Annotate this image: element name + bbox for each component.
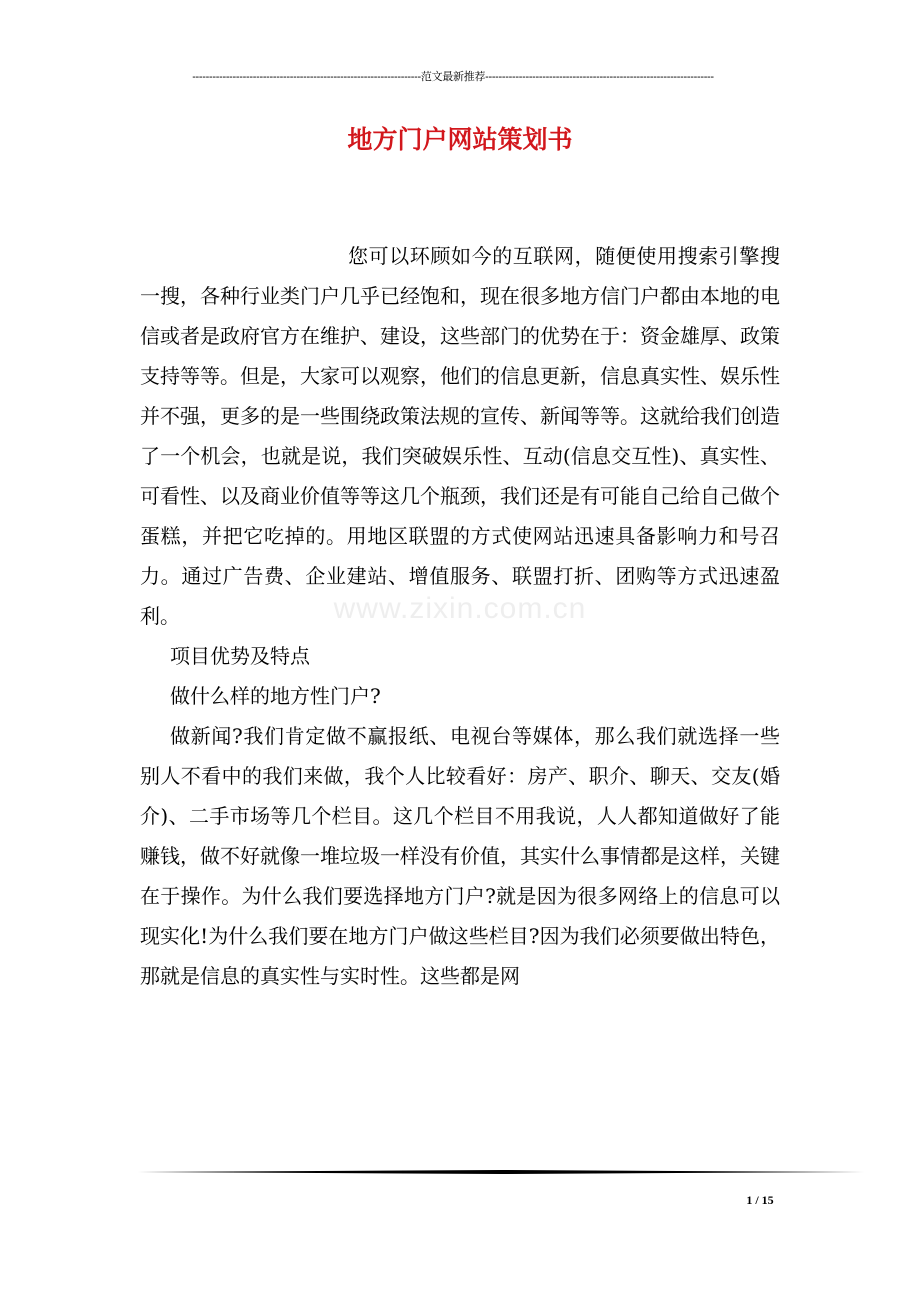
document-body: [140, 236, 780, 996]
page-number: 1 / 15: [746, 1193, 774, 1207]
intro-paragraph: 您可以环顾如今的互联网，随便使用搜索引擎搜一搜，各种行业类门户几乎已经饱和，现在很多地方信门户都由本地的电信或者是政府官方在维护、建设，这些部门的优势在于：资金雄厚、政策支持等等。但是，大家可以观察，他们的信息更新，信息真实性、娱乐性并不强，更多的是一些围绕政策法规的宣传、新闻等等。这就给我们创造了一个机会，也就是说，我们突破娱乐性、互动(信息交互性)、真实性、可看性、以及商业价值等等这几个瓶颈，我们还是有可能自己给自己做个蛋糕，并把它吃掉的。用地区联盟的方式使网站迅速具备影响力和号召力。通过广告费、企业建站、增值服务、联盟打折、团购等方式迅速盈利。: [140, 244, 780, 628]
watermark: www.zixin.com.cn: [333, 592, 587, 625]
header-banner: [138, 70, 768, 84]
header-dashes-left: --------------------------------------------------------------------: [192, 71, 421, 83]
body-paragraph: 做新闻?我们肯定做不赢报纸、电视台等媒体，那么我们就选择一些别人不看中的我们来做，我个人比较看好：房产、职介、聊天、交友(婚介)、二手市场等几个栏目。这几个栏目不用我说，人人都知道做好了能赚钱，做不好就像一堆垃圾一样没有价值，其实什么事情都是这样，关键在于操作。为什么我们要选择地方门户?就是因为很多网络上的信息可以现实化!为什么我们要在地方门户做这些栏目?因为我们必须要做出特色，那就是信息的真实性与实时性。这些都是网: [140, 724, 780, 988]
footer-divider: [138, 1170, 864, 1174]
section-heading-advantages: 项目优势及特点: [170, 644, 310, 668]
header-label: 范文最新推荐: [420, 71, 486, 83]
document-title: 地方门户网站策划书: [347, 125, 573, 154]
section-question: 做什么样的地方性门户?: [170, 684, 381, 708]
header-dashes-right: --------------------------------------------------------------------: [485, 71, 714, 83]
